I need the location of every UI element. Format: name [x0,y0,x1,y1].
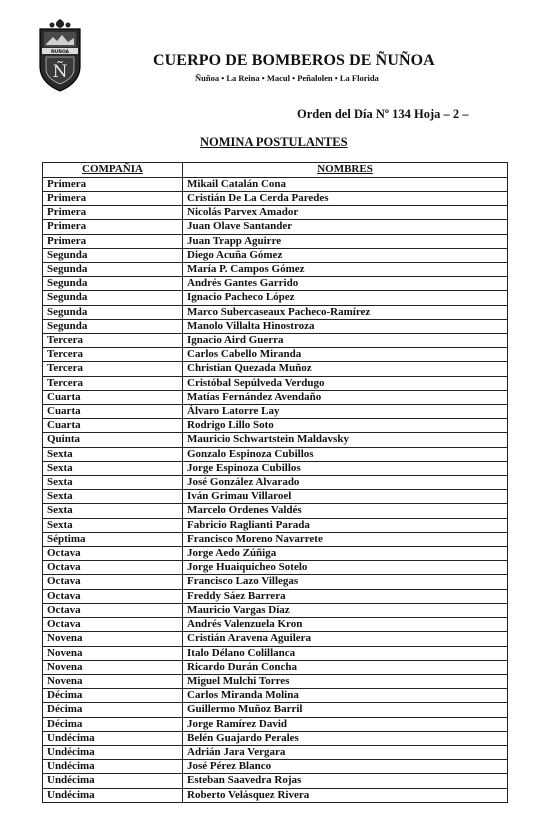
company-cell: Novena [43,632,183,646]
table-row [43,447,508,461]
company-cell: Tercera [43,362,183,376]
name-cell: Rodrigo Lillo Soto [183,419,508,433]
order-reference: Orden del Día Nº 134 Hoja – 2 – [297,107,469,121]
company-cell: Primera [43,206,183,220]
name-cell: Esteban Saavedra Rojas [183,774,508,788]
company-cell: Cuarta [43,419,183,433]
name-cell: Andrés Valenzuela Kron [183,618,508,632]
name-cell: Belén Guajardo Perales [183,731,508,745]
table-row [43,603,508,617]
name-cell: Jorge Aedo Zúñiga [183,547,508,561]
name-cell: Adrián Jara Vergara [183,745,508,759]
table-row [43,674,508,688]
column-header-company: COMPAÑIA [43,163,183,178]
table-row [43,703,508,717]
table-row [43,234,508,248]
name-cell: Diego Acuña Gómez [183,248,508,262]
table-row [43,348,508,362]
name-cell: Jorge Espinoza Cubillos [183,461,508,475]
company-cell: Segunda [43,305,183,319]
table-row [43,731,508,745]
shield-crest-logo [37,17,83,93]
table-row [43,760,508,774]
company-cell: Novena [43,646,183,660]
name-cell: Fabricio Raglianti Parada [183,518,508,532]
table-row [43,589,508,603]
table-row [43,220,508,234]
column-header-names: NOMBRES [183,163,508,178]
name-cell: Guillermo Muñoz Barril [183,703,508,717]
company-cell: Décima [43,703,183,717]
company-cell: Octava [43,575,183,589]
name-cell: Italo Délano Colillanca [183,646,508,660]
table-row [43,305,508,319]
table-row [43,561,508,575]
table-row [43,376,508,390]
company-cell: Octava [43,561,183,575]
table-row [43,433,508,447]
name-cell: Iván Grimau Villaroel [183,490,508,504]
company-cell: Octava [43,603,183,617]
company-cell: Sexta [43,447,183,461]
table-row [43,277,508,291]
name-cell: Ignacio Aird Guerra [183,334,508,348]
table-row [43,689,508,703]
name-cell: Andrés Gantes Garrido [183,277,508,291]
name-cell: Nicolás Parvex Amador [183,206,508,220]
table-row [43,263,508,277]
table-row [43,405,508,419]
organization-subtitle: Ñuñoa • La Reina • Macul • Peñalolen • La Florida [195,73,379,83]
company-cell: Segunda [43,319,183,333]
company-cell: Décima [43,689,183,703]
crest-band-text: ÑUÑOA [51,50,69,55]
company-cell: Segunda [43,277,183,291]
name-cell: Ignacio Pacheco López [183,291,508,305]
table-row [43,476,508,490]
name-cell: Miguel Mulchi Torres [183,674,508,688]
name-cell: Juan Olave Santander [183,220,508,234]
organization-title: CUERPO DE BOMBEROS DE ÑUÑOA [153,52,435,69]
name-cell: Francisco Lazo Villegas [183,575,508,589]
company-cell: Novena [43,674,183,688]
company-cell: Octava [43,618,183,632]
company-cell: Undécima [43,745,183,759]
company-cell: Sexta [43,490,183,504]
company-cell: Undécima [43,788,183,802]
company-cell: Primera [43,220,183,234]
table-row [43,646,508,660]
company-cell: Novena [43,660,183,674]
table-header-row [43,163,508,178]
company-cell: Cuarta [43,405,183,419]
table-row [43,419,508,433]
company-cell: Octava [43,547,183,561]
table-row [43,532,508,546]
name-cell: Freddy Sáez Barrera [183,589,508,603]
table-row [43,774,508,788]
company-cell: Segunda [43,263,183,277]
name-cell: Roberto Velásquez Rivera [183,788,508,802]
name-cell: Álvaro Latorre Lay [183,405,508,419]
company-cell: Octava [43,589,183,603]
table-row [43,518,508,532]
table-row [43,632,508,646]
name-cell: Mauricio Schwartstein Maldavsky [183,433,508,447]
company-cell: Tercera [43,334,183,348]
table-row [43,362,508,376]
table-row [43,334,508,348]
name-cell: Mikail Catalán Cona [183,177,508,191]
table-row [43,745,508,759]
name-cell: Jorge Ramírez David [183,717,508,731]
table-row [43,461,508,475]
name-cell: Matías Fernández Avendaño [183,390,508,404]
name-cell: María P. Campos Gómez [183,263,508,277]
table-row [43,575,508,589]
name-cell: Cristián Aravena Aguilera [183,632,508,646]
name-cell: Manolo Villalta Hinostroza [183,319,508,333]
company-cell: Sexta [43,504,183,518]
table-row [43,319,508,333]
company-cell: Primera [43,192,183,206]
table-row [43,547,508,561]
name-cell: José González Alvarado [183,476,508,490]
table-row [43,717,508,731]
company-cell: Sexta [43,461,183,475]
name-cell: Carlos Miranda Molina [183,689,508,703]
company-cell: Undécima [43,760,183,774]
company-cell: Undécima [43,731,183,745]
name-cell: Cristián De La Cerda Paredes [183,192,508,206]
name-cell: Marcelo Ordenes Valdés [183,504,508,518]
name-cell: Gonzalo Espinoza Cubillos [183,447,508,461]
company-cell: Quinta [43,433,183,447]
company-cell: Primera [43,234,183,248]
name-cell: Francisco Moreno Navarrete [183,532,508,546]
svg-text:Ñ: Ñ [52,62,68,82]
name-cell: Juan Trapp Aguirre [183,234,508,248]
table-row [43,206,508,220]
table-row [43,291,508,305]
table-row [43,504,508,518]
company-cell: Décima [43,717,183,731]
table-row [43,490,508,504]
table-row [43,618,508,632]
company-cell: Tercera [43,376,183,390]
company-cell: Sexta [43,476,183,490]
name-cell: José Pérez Blanco [183,760,508,774]
applicants-table [42,162,508,803]
company-cell: Séptima [43,532,183,546]
table-row [43,660,508,674]
name-cell: Ricardo Durán Concha [183,660,508,674]
company-cell: Primera [43,177,183,191]
name-cell: Jorge Huaiquicheo Sotelo [183,561,508,575]
table-row [43,248,508,262]
table-row [43,192,508,206]
company-cell: Sexta [43,518,183,532]
company-cell: Tercera [43,348,183,362]
name-cell: Carlos Cabello Miranda [183,348,508,362]
table-row [43,390,508,404]
company-cell: Cuarta [43,390,183,404]
name-cell: Christian Quezada Muñoz [183,362,508,376]
company-cell: Segunda [43,248,183,262]
name-cell: Cristóbal Sepúlveda Verdugo [183,376,508,390]
name-cell: Marco Subercaseaux Pacheco-Ramírez [183,305,508,319]
table-row [43,788,508,802]
company-cell: Segunda [43,291,183,305]
company-cell: Undécima [43,774,183,788]
name-cell: Mauricio Vargas Díaz [183,603,508,617]
section-title: NOMINA POSTULANTES [200,135,348,149]
table-row [43,177,508,191]
